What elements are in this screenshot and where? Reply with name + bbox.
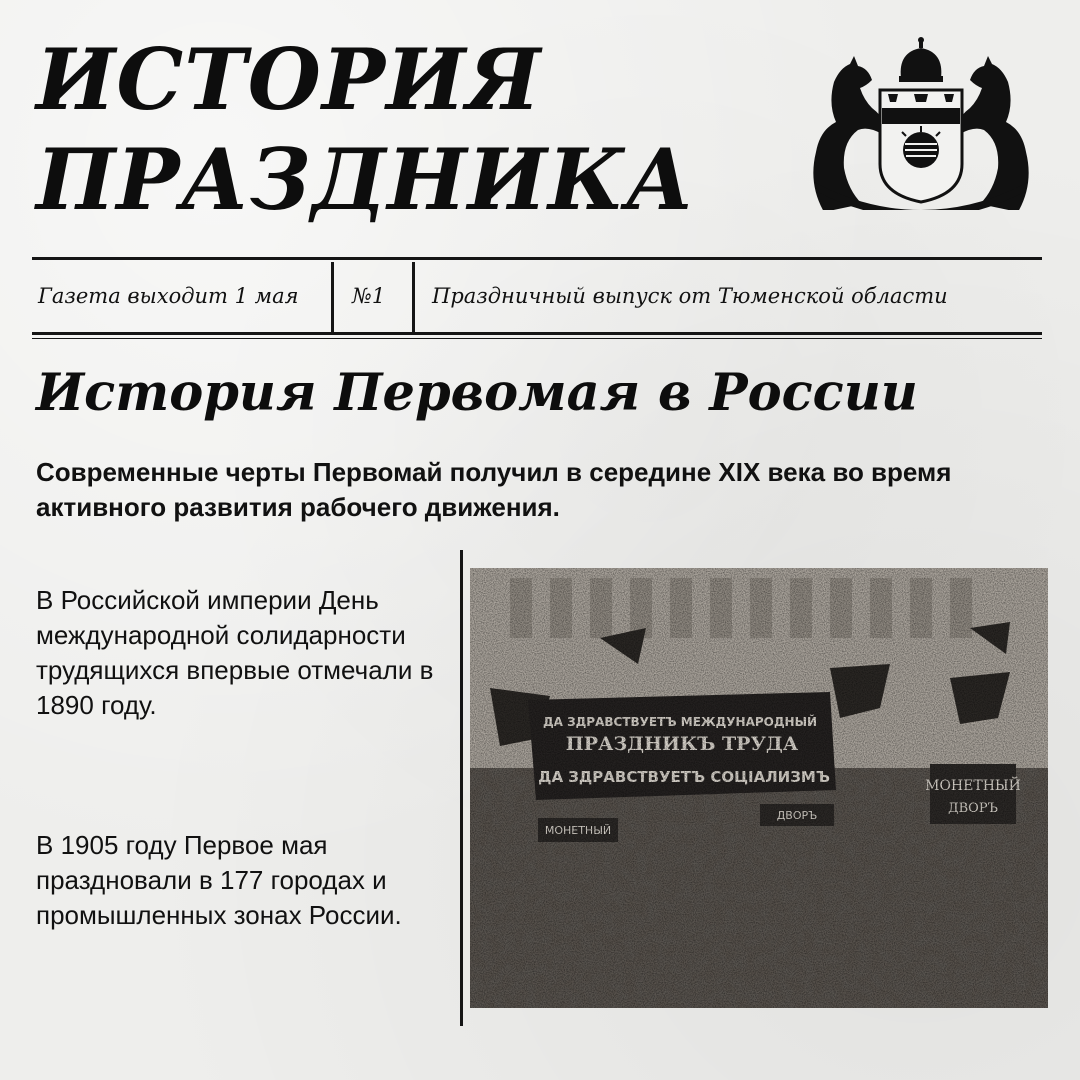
may-day-demonstration-photo (470, 568, 1048, 1008)
info-bar-top-rule (32, 257, 1042, 260)
article-paragraph: В Российской империи День международной солидарности трудящихся впервые отмечали в 1890 году. (36, 585, 434, 720)
info-bar-bottom-rule (32, 332, 1042, 335)
article-paragraph: В 1905 году Первое мая праздновали в 177 городах и промышленных зонах России. (36, 830, 402, 930)
info-bar-bottom-hairline (32, 338, 1042, 339)
masthead-title-line2: ПРАЗДНИКА (36, 130, 695, 229)
masthead-title-line1: ИСТОРИЯ (36, 30, 542, 129)
article-lead: Современные черты Первомай получил в середине XIX века во время активного развития рабочего движения. (36, 457, 952, 522)
issue-number: №1 (352, 284, 386, 308)
article-headline: История Первомая в России (36, 363, 918, 423)
publication-schedule: Газета выходит 1 мая (38, 284, 299, 308)
info-bar-divider (331, 262, 334, 332)
column-rule (460, 550, 463, 1026)
masthead-title (36, 30, 695, 230)
tyumen-coat-of-arms-logo (806, 34, 1036, 210)
edition-label: Праздничный выпуск от Тюменской области (432, 284, 948, 308)
info-bar-divider (412, 262, 415, 332)
